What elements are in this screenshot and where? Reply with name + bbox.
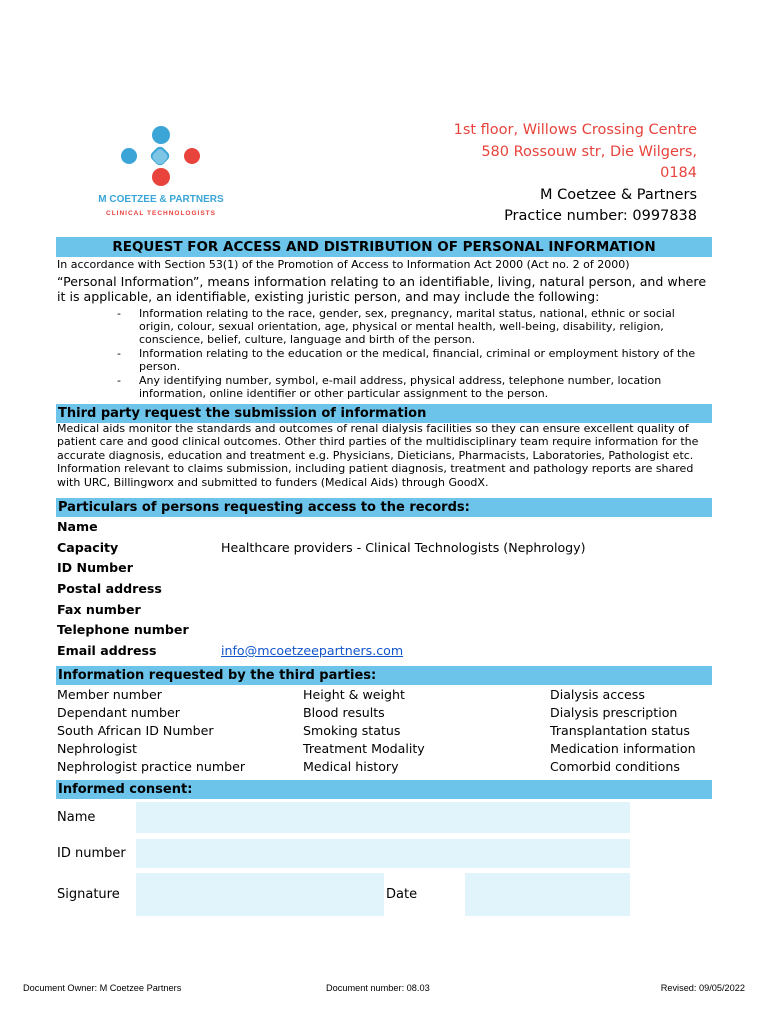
consent-date-field[interactable]: [465, 873, 630, 916]
bullet-item: - Any identifying number, symbol, e-mail address, physical address, telephone number, location information, online identifier or other particular assignment to the person.: [117, 374, 713, 400]
intro-text: In accordance with Section 53(1) of the Promotion of Access to Information Act 2000 (Act no. 2 of 2000): [57, 258, 630, 271]
info-item: Dependant number: [57, 705, 180, 720]
id-number-label: ID Number: [57, 560, 133, 575]
info-item: Dialysis access: [550, 687, 645, 702]
info-item: Treatment Modality: [303, 741, 425, 756]
cross-logo-icon: [120, 126, 202, 188]
document-title: REQUEST FOR ACCESS AND DISTRIBUTION OF PERSONAL INFORMATION: [56, 237, 712, 257]
logo-tagline: CLINICAL TECHNOLOGISTS: [106, 210, 216, 217]
consent-name-field[interactable]: [136, 802, 630, 833]
consent-id-label: ID number: [57, 846, 126, 861]
info-item: Height & weight: [303, 687, 405, 702]
consent-signature-label: Signature: [57, 887, 120, 902]
capacity-label: Capacity: [57, 540, 119, 555]
info-item: Nephrologist: [57, 741, 137, 756]
practice-number: Practice number: 0997838: [504, 208, 697, 224]
name-label: Name: [57, 519, 98, 534]
consent-name-label: Name: [57, 810, 96, 825]
telephone-number-label: Telephone number: [57, 622, 189, 637]
third-party-text: Medical aids monitor the standards and outcomes of renal dialysis facilities so they can ensure excellent quality of patient care and good clinical outcomes. Other third parties of the multidisciplinary team require information for the accurate diagnosis, education and treatment e.g. Physicians, Dieticians, Pharmacists, Laboratories, Pathologist etc. Information relevant to claims submission, including patient diagnosis, treatment and pathology reports are shared with URC, Billingworx and submitted to funders (Medical Aids) through GoodX.: [57, 422, 699, 489]
bullet-text: Information relating to the education or the medical, financial, criminal or employment history of the person.: [139, 347, 696, 374]
info-item: Medical history: [303, 759, 399, 774]
address-line: 580 Rossouw str, Die Wilgers,: [481, 143, 697, 160]
info-item: Comorbid conditions: [550, 759, 680, 774]
info-item: Member number: [57, 687, 162, 702]
section-heading-third-party: Third party request the submission of information: [56, 404, 712, 423]
bullet-text: Information relating to the race, gender, sex, pregnancy, marital status, national, ethnic or social origin, colour, sexual orientation, age, physical or mental health, well-being, disability, religion, conscience, belief, culture, language and birth of the person.: [139, 307, 675, 347]
practice-name: M Coetzee & Partners: [540, 186, 697, 203]
bullet-item: - Information relating to the race, gender, sex, pregnancy, marital status, national, ethnic or social origin, colour, sexual orientation, age, physical or mental health, well-being, disability, religion, conscience, belief, culture, language and birth of the person.: [117, 307, 713, 347]
email-link[interactable]: info@mcoetzeepartners.com: [221, 643, 404, 658]
info-item: Transplantation status: [550, 723, 690, 738]
address-line: 0184: [660, 165, 697, 181]
info-item: Blood results: [303, 705, 385, 720]
fax-number-label: Fax number: [57, 602, 141, 617]
consent-date-label: Date: [386, 887, 418, 902]
info-item: Nephrologist practice number: [57, 759, 246, 774]
footer-document-owner: Document Owner: M Coetzee Partners: [23, 983, 182, 993]
personal-information-definition: “Personal Information”, means information relating to an identifiable, living, natural person, and where it is applicable, an identifiable, existing juristic person, and may include the following:: [57, 274, 707, 304]
practice-address: [454, 120, 697, 228]
section-heading-particulars: Particulars of persons requesting access to the records:: [56, 498, 712, 517]
section-heading-info-requested: Information requested by the third parties:: [56, 666, 712, 685]
info-item: South African ID Number: [57, 723, 214, 738]
info-item: Dialysis prescription: [550, 705, 678, 720]
info-item: Smoking status: [303, 723, 401, 738]
postal-address-label: Postal address: [57, 581, 162, 596]
logo-company-name: M COETZEE & PARTNERS: [98, 194, 224, 205]
consent-signature-field[interactable]: [136, 873, 384, 916]
email-address-label: Email address: [57, 643, 157, 658]
bullet-text: Any identifying number, symbol, e-mail address, physical address, telephone number, location information, online identifier or other particular assignment to the person.: [139, 374, 662, 401]
capacity-value: Healthcare providers - Clinical Technologists (Nephrology): [221, 540, 586, 555]
footer-revised-date: Revised: 09/05/2022: [660, 983, 745, 993]
info-item: Medication information: [550, 741, 696, 756]
company-logo: [86, 122, 236, 222]
section-heading-informed-consent: Informed consent:: [56, 780, 712, 799]
bullet-item: - Information relating to the education or the medical, financial, criminal or employment history of the person.: [117, 347, 713, 373]
footer-document-number: Document number: 08.03: [326, 983, 430, 993]
address-line: 1st floor, Willows Crossing Centre: [453, 122, 697, 138]
consent-id-field[interactable]: [136, 839, 630, 868]
